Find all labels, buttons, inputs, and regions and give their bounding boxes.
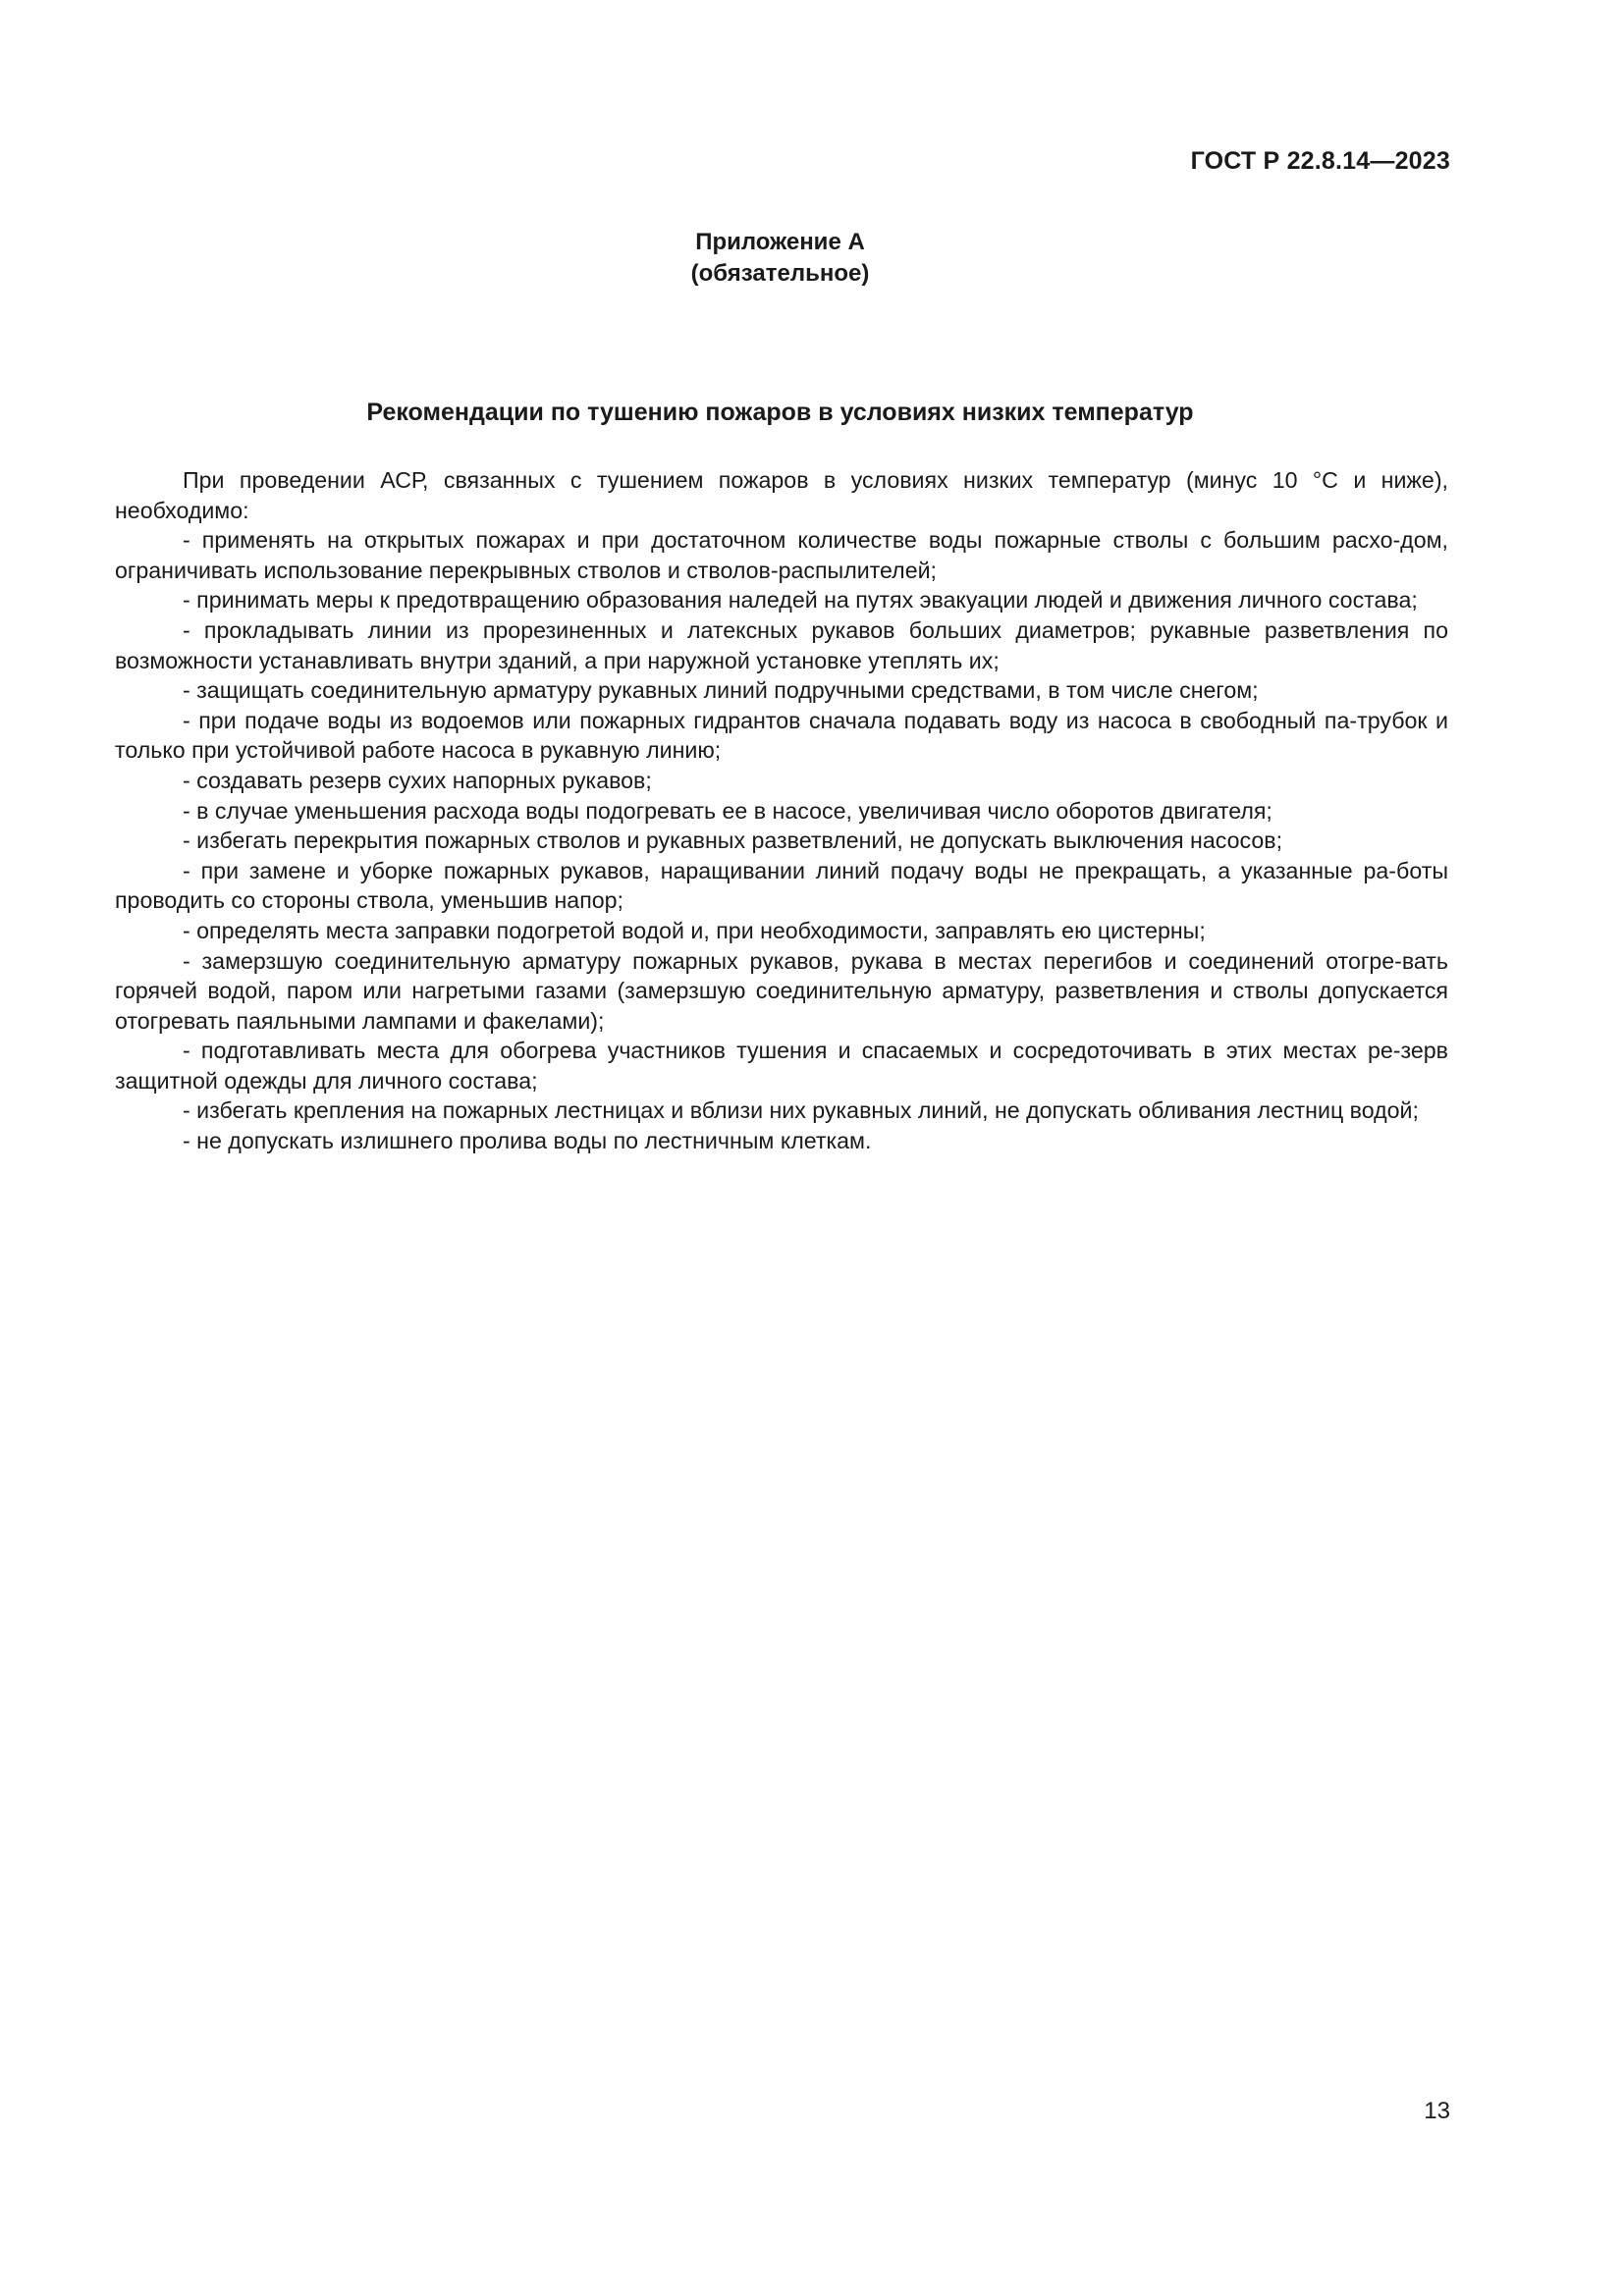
list-item: - замерзшую соединительную арматуру пожарных рукавов, рукава в местах перегибов и соединений отогре-вать горячей водой, паром или нагретыми газами (замерзшую соединительную арматуру, разветвления и стволы допускается отогревать паяльными лампами и факелами);: [115, 947, 1448, 1034]
intro-paragraph: При проведении АСР, связанных с тушением пожаров в условиях низких температур (минус 10 °С и ниже), необходимо:: [115, 467, 1448, 523]
list-item: - определять места заправки подогретой водой и, при необходимости, заправлять ею цистерны;: [183, 917, 1206, 943]
list-item: - создавать резерв сухих напорных рукавов;: [183, 767, 652, 793]
body-text: [115, 465, 1448, 1156]
list-item: - в случае уменьшения расхода воды подогревать ее в насосе, увеличивая число оборотов двигателя;: [183, 797, 1272, 824]
list-item: - избегать крепления на пожарных лестницах и вблизи них рукавных линий, не допускать обливания лестниц водой;: [183, 1097, 1419, 1124]
list-item: - защищать соединительную арматуру рукавных линий подручными средствами, в том числе снегом;: [183, 677, 1259, 704]
list-item: - прокладывать линии из прорезиненных и латексных рукавов больших диаметров; рукавные разветвления по возможности устанавливать внутри зданий, а при наружной установке утеплять их;: [115, 616, 1448, 673]
page-number: 13: [1424, 2098, 1450, 2124]
standard-id: ГОСТ Р 22.8.14—2023: [1190, 147, 1450, 175]
appendix-status: (обязательное): [690, 260, 870, 287]
appendix-title: Приложение А: [695, 229, 865, 255]
appendix-heading: [0, 227, 1560, 290]
list-item: - при подаче воды из водоемов или пожарных гидрантов сначала подавать воду из насоса в свободный па-трубок и только при устойчивой работе насоса в рукавную линию;: [115, 707, 1448, 764]
list-item: - не допускать излишнего пролива воды по лестничным клеткам.: [183, 1128, 872, 1154]
list-item: - при замене и уборке пожарных рукавов, наращивании линий подачу воды не прекращать, а указанные ра-боты проводить со стороны ствола, уменьшив напор;: [115, 857, 1448, 914]
list-item: - подготавливать места для обогрева участников тушения и спасаемых и сосредоточивать в этих местах ре-зерв защитной одежды для личного состава;: [115, 1038, 1448, 1094]
list-item: - избегать перекрытия пожарных стволов и рукавных разветвлений, не допускать выключения насосов;: [183, 828, 1283, 854]
section-title: Рекомендации по тушению пожаров в условиях низких температур: [366, 399, 1194, 426]
list-item: - применять на открытых пожарах и при достаточном количестве воды пожарные стволы с большим расхо-дом, ограничивать использование перекрывных стволов и стволов-распылителей;: [115, 527, 1448, 583]
list-item: - принимать меры к предотвращению образования наледей на путях эвакуации людей и движения личного состава;: [183, 587, 1418, 614]
